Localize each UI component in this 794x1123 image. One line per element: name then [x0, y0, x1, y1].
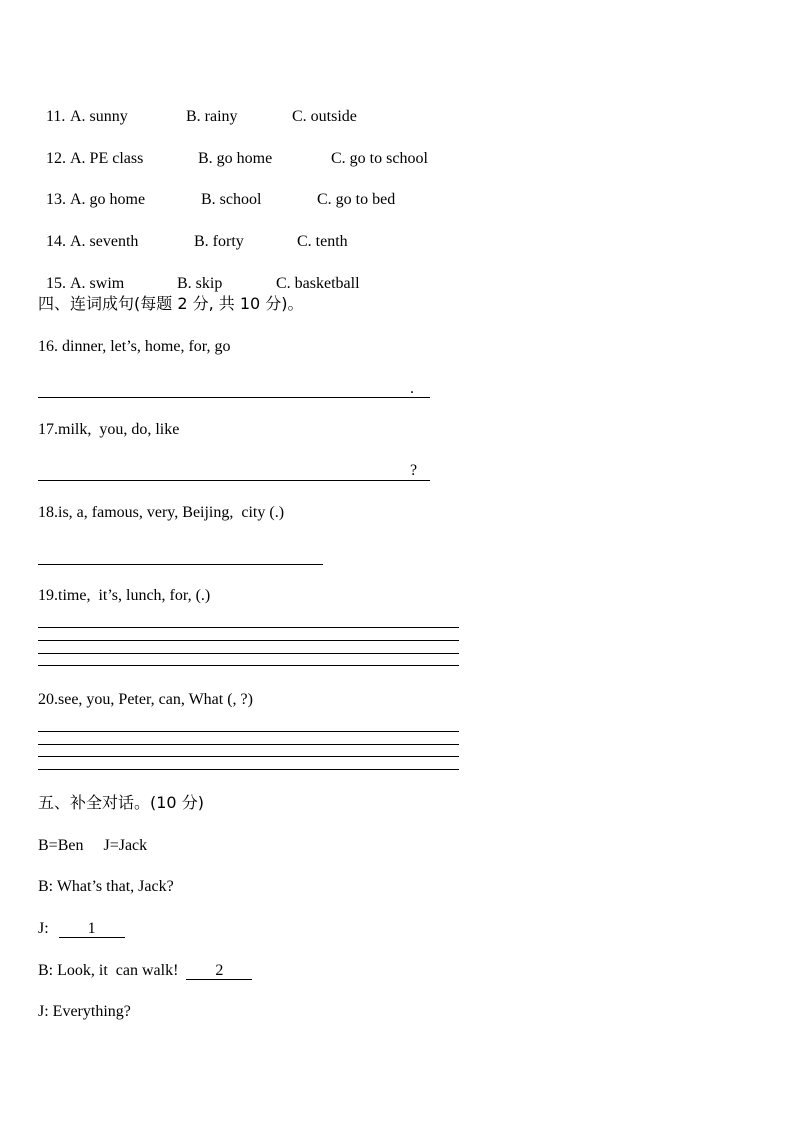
question-number: 13. — [46, 191, 66, 208]
mc-row-12 — [38, 129, 428, 169]
q19-prompt: 19.time, it’s, lunch, for, (.) — [38, 587, 211, 604]
option-c: C. outside — [292, 108, 357, 125]
dialogue-line-2 — [38, 919, 125, 939]
q18-prompt: 18.is, a, famous, very, Beijing, city (.) — [38, 504, 285, 521]
q16-end-punct: . — [410, 380, 414, 397]
dialogue-line-4: J: Everything? — [38, 1003, 131, 1020]
q20-answer-line[interactable] — [38, 744, 459, 745]
q16-answer-line[interactable] — [38, 397, 430, 398]
option-c: C. basketball — [276, 275, 360, 292]
option-a: A. PE class — [70, 150, 144, 167]
option-a: A. sunny — [70, 108, 128, 125]
option-c: C. tenth — [297, 233, 348, 250]
option-b: B. skip — [177, 275, 223, 292]
option-a: A. go home — [70, 191, 146, 208]
q16-prompt: 16. dinner, let’s, home, for, go — [38, 338, 231, 355]
option-a: A. swim — [70, 275, 125, 292]
option-b: B. rainy — [186, 108, 238, 125]
dialogue-text: B: Look, it can walk! — [38, 962, 187, 979]
section-4-heading: 四、连词成句(每题 2 分, 共 10 分)。 — [38, 294, 304, 313]
q20-prompt: 20.see, you, Peter, can, What (, ?) — [38, 691, 253, 708]
q19-answer-line[interactable] — [38, 665, 459, 666]
q20-answer-line[interactable] — [38, 731, 459, 732]
mc-row-14 — [38, 212, 348, 252]
q17-answer-line[interactable] — [38, 480, 430, 481]
question-number: 12. — [46, 150, 66, 167]
dialogue-line-1: B: What’s that, Jack? — [38, 878, 174, 895]
option-b: B. forty — [194, 233, 244, 250]
question-number: 14. — [46, 233, 66, 250]
q19-answer-line[interactable] — [38, 653, 459, 654]
option-a: A. seventh — [70, 233, 139, 250]
dialogue-roles: B=Ben J=Jack — [38, 837, 148, 854]
question-number: 15. — [46, 275, 66, 292]
blank-2[interactable]: 2 — [186, 963, 252, 980]
q20-answer-line[interactable] — [38, 756, 459, 757]
dialogue-line-3 — [38, 961, 252, 981]
dialogue-speaker: J: — [38, 920, 53, 937]
q18-answer-line[interactable] — [38, 564, 323, 565]
q20-answer-line[interactable] — [38, 769, 459, 770]
question-number: 11. — [46, 108, 66, 125]
option-b: B. go home — [198, 150, 273, 167]
option-c: C. go to school — [331, 150, 428, 167]
option-c: C. go to bed — [317, 191, 396, 208]
q19-answer-line[interactable] — [38, 627, 459, 628]
section-5-heading: 五、补全对话。(10 分) — [38, 793, 204, 812]
q17-end-punct: ? — [410, 462, 418, 479]
blank-1[interactable]: 1 — [59, 921, 125, 938]
mc-row-11 — [38, 87, 357, 127]
q17-prompt: 17.milk, you, do, like — [38, 421, 180, 438]
mc-row-15 — [38, 254, 360, 294]
mc-row-13 — [38, 170, 395, 210]
q19-answer-line[interactable] — [38, 640, 459, 641]
option-b: B. school — [201, 191, 262, 208]
